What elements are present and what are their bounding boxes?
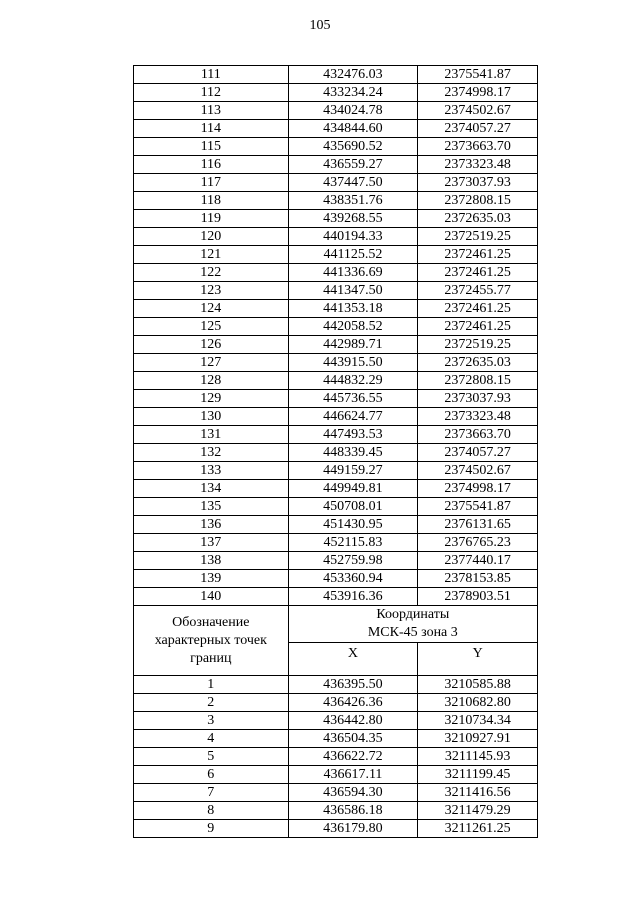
point-number: 133 [134, 462, 289, 480]
x-value: 444832.29 [288, 372, 418, 390]
point-number: 113 [134, 102, 289, 120]
point-number: 112 [134, 84, 289, 102]
y-value: 2372455.77 [418, 282, 538, 300]
table-row [134, 802, 538, 820]
point-number: 139 [134, 570, 289, 588]
y-value: 2374502.67 [418, 102, 538, 120]
x-value: 449949.81 [288, 480, 418, 498]
y-value: 2377440.17 [418, 552, 538, 570]
point-number: 111 [134, 66, 289, 84]
x-value: 446624.77 [288, 408, 418, 426]
table-row [134, 336, 538, 354]
point-number: 126 [134, 336, 289, 354]
table-header [134, 606, 538, 676]
table-row [134, 174, 538, 192]
point-number: 127 [134, 354, 289, 372]
point-number: 128 [134, 372, 289, 390]
table-row [134, 228, 538, 246]
point-number: 120 [134, 228, 289, 246]
x-value: 436586.18 [288, 802, 418, 820]
y-value: 2372635.03 [418, 354, 538, 372]
y-value: 2378903.51 [418, 588, 538, 606]
y-value: 2372461.25 [418, 264, 538, 282]
y-value: 2373037.93 [418, 390, 538, 408]
x-value: 436594.30 [288, 784, 418, 802]
y-value: 2374502.67 [418, 462, 538, 480]
x-value: 442989.71 [288, 336, 418, 354]
y-value: 2373037.93 [418, 174, 538, 192]
x-value: 435690.52 [288, 138, 418, 156]
point-number: 2 [134, 694, 289, 712]
point-number: 8 [134, 802, 289, 820]
x-value: 441125.52 [288, 246, 418, 264]
x-value: 438351.76 [288, 192, 418, 210]
table-row [134, 84, 538, 102]
table-row [134, 138, 538, 156]
point-number: 117 [134, 174, 289, 192]
bottom-rows [134, 676, 538, 838]
point-number: 131 [134, 426, 289, 444]
table-row [134, 784, 538, 802]
table-row [134, 552, 538, 570]
table-row [134, 498, 538, 516]
point-number: 137 [134, 534, 289, 552]
x-value: 449159.27 [288, 462, 418, 480]
table-row [134, 480, 538, 498]
y-value: 2372461.25 [418, 318, 538, 336]
y-value: 2374057.27 [418, 444, 538, 462]
x-value: 452115.83 [288, 534, 418, 552]
point-number: 125 [134, 318, 289, 336]
x-value: 436617.11 [288, 766, 418, 784]
y-value: 2376765.23 [418, 534, 538, 552]
point-label-header: Обозначение характерных точек границ [134, 606, 289, 676]
x-value: 450708.01 [288, 498, 418, 516]
x-value: 453916.36 [288, 588, 418, 606]
coords-title: Координаты [376, 607, 450, 622]
x-value: 447493.53 [288, 426, 418, 444]
x-value: 443915.50 [288, 354, 418, 372]
x-header: X [288, 643, 418, 676]
table-row [134, 766, 538, 784]
table-row [134, 408, 538, 426]
y-value: 3210927.91 [418, 730, 538, 748]
coords-header [288, 606, 537, 643]
table-row [134, 372, 538, 390]
y-value: 2374998.17 [418, 480, 538, 498]
x-value: 436442.80 [288, 712, 418, 730]
point-number: 3 [134, 712, 289, 730]
point-number: 114 [134, 120, 289, 138]
y-value: 3210734.34 [418, 712, 538, 730]
x-value: 448339.45 [288, 444, 418, 462]
y-value: 2372635.03 [418, 210, 538, 228]
table-row [134, 264, 538, 282]
x-value: 436395.50 [288, 676, 418, 694]
point-number: 135 [134, 498, 289, 516]
x-value: 440194.33 [288, 228, 418, 246]
point-number: 138 [134, 552, 289, 570]
x-value: 432476.03 [288, 66, 418, 84]
x-value: 439268.55 [288, 210, 418, 228]
point-number: 124 [134, 300, 289, 318]
coordinates-table [133, 65, 538, 838]
x-value: 436622.72 [288, 748, 418, 766]
y-value: 2372808.15 [418, 372, 538, 390]
y-value: 2375541.87 [418, 66, 538, 84]
point-number: 129 [134, 390, 289, 408]
point-number: 134 [134, 480, 289, 498]
point-number: 122 [134, 264, 289, 282]
y-value: 3210682.80 [418, 694, 538, 712]
table-row [134, 66, 538, 84]
x-value: 436504.35 [288, 730, 418, 748]
x-value: 436559.27 [288, 156, 418, 174]
x-value: 441347.50 [288, 282, 418, 300]
y-value: 2372808.15 [418, 192, 538, 210]
table-row [134, 354, 538, 372]
y-value: 2373323.48 [418, 156, 538, 174]
x-value: 436426.36 [288, 694, 418, 712]
point-number: 1 [134, 676, 289, 694]
table-row [134, 120, 538, 138]
y-value: 2372519.25 [418, 228, 538, 246]
table-row [134, 426, 538, 444]
table-row [134, 588, 538, 606]
y-value: 3211261.25 [418, 820, 538, 838]
y-value: 2374998.17 [418, 84, 538, 102]
x-value: 441353.18 [288, 300, 418, 318]
point-number: 6 [134, 766, 289, 784]
y-value: 2372461.25 [418, 300, 538, 318]
x-value: 434024.78 [288, 102, 418, 120]
table-row [134, 676, 538, 694]
point-number: 4 [134, 730, 289, 748]
table-row [134, 390, 538, 408]
point-number: 123 [134, 282, 289, 300]
x-value: 434844.60 [288, 120, 418, 138]
y-value: 2373663.70 [418, 138, 538, 156]
top-rows [134, 66, 538, 606]
y-value: 2373323.48 [418, 408, 538, 426]
point-number: 7 [134, 784, 289, 802]
point-number: 5 [134, 748, 289, 766]
point-number: 121 [134, 246, 289, 264]
table-row [134, 192, 538, 210]
table-row [134, 102, 538, 120]
x-value: 437447.50 [288, 174, 418, 192]
y-value: 2374057.27 [418, 120, 538, 138]
point-number: 116 [134, 156, 289, 174]
y-value: 2378153.85 [418, 570, 538, 588]
x-value: 445736.55 [288, 390, 418, 408]
y-value: 3211199.45 [418, 766, 538, 784]
y-value: 3211145.93 [418, 748, 538, 766]
x-value: 433234.24 [288, 84, 418, 102]
y-value: 2373663.70 [418, 426, 538, 444]
y-value: 2376131.65 [418, 516, 538, 534]
table-row [134, 210, 538, 228]
table-row [134, 730, 538, 748]
table-row [134, 246, 538, 264]
point-number: 119 [134, 210, 289, 228]
table-row [134, 534, 538, 552]
point-number: 118 [134, 192, 289, 210]
point-number: 136 [134, 516, 289, 534]
table-row [134, 444, 538, 462]
x-value: 453360.94 [288, 570, 418, 588]
table-row [134, 748, 538, 766]
x-value: 452759.98 [288, 552, 418, 570]
y-value: 2375541.87 [418, 498, 538, 516]
table-row [134, 712, 538, 730]
table-row [134, 318, 538, 336]
y-value: 3211479.29 [418, 802, 538, 820]
y-value: 2372519.25 [418, 336, 538, 354]
table-row [134, 462, 538, 480]
y-value: 2372461.25 [418, 246, 538, 264]
point-number: 132 [134, 444, 289, 462]
table-row [134, 694, 538, 712]
table-row [134, 820, 538, 838]
table-row [134, 156, 538, 174]
y-header: Y [418, 643, 538, 676]
point-number: 130 [134, 408, 289, 426]
x-value: 451430.95 [288, 516, 418, 534]
y-value: 3210585.88 [418, 676, 538, 694]
point-number: 140 [134, 588, 289, 606]
table-row [134, 282, 538, 300]
x-value: 441336.69 [288, 264, 418, 282]
x-value: 436179.80 [288, 820, 418, 838]
x-value: 442058.52 [288, 318, 418, 336]
table-row [134, 516, 538, 534]
point-number: 9 [134, 820, 289, 838]
coords-system: МСК-45 зона 3 [367, 625, 458, 640]
y-value: 3211416.56 [418, 784, 538, 802]
page-number: 105 [309, 18, 331, 33]
point-number: 115 [134, 138, 289, 156]
table-row [134, 570, 538, 588]
table-row [134, 300, 538, 318]
